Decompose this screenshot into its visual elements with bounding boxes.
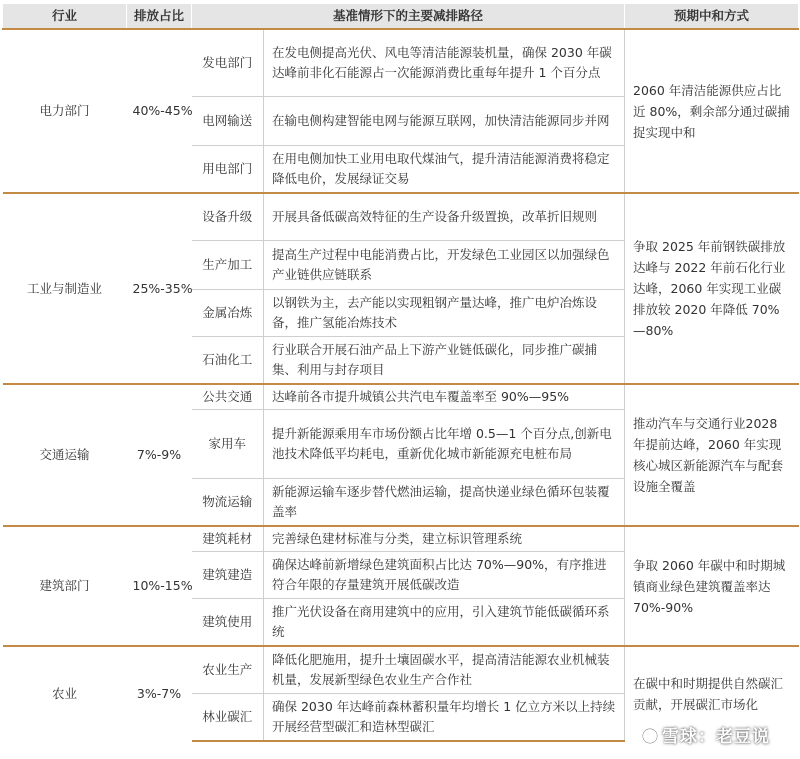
reduction-path: 在用电侧加快工业用电取代煤油气，提升清洁能源消费将稳定降低电价，发展绿证交易 xyxy=(264,146,625,194)
table-row xyxy=(3,646,799,694)
sector-share: 25%-35% xyxy=(127,193,192,384)
watermark-text: 雪球：老豆说 xyxy=(662,727,770,747)
subsector: 金属冶炼 xyxy=(192,290,264,337)
sector-share: 7%-9% xyxy=(127,384,192,526)
reduction-path: 提升新能源乘用车市场份额占比年增 0.5—1 个百分点,创新电池技术降低平均耗电，重新优化城市新能源充电桩布局 xyxy=(264,410,625,479)
reduction-path: 在输电侧构建智能电网与能源互联网，加快清洁能源同步并网 xyxy=(264,97,625,146)
subsector: 物流运输 xyxy=(192,479,264,527)
reduction-path: 完善绿色建材标准与分类，建立标识管理系统 xyxy=(264,526,625,552)
reduction-path: 在发电侧提高光伏、风电等清洁能源装机量，确保 2030 年碳达峰前非化石能源占一次能源消费比重每年提升 1 个百分点 xyxy=(264,29,625,97)
emission-table xyxy=(2,4,799,742)
neutral-method: 2060 年清洁能源供应占比近 80%，剩余部分通过碳捕捉实现中和 xyxy=(625,29,799,193)
reduction-path: 提高生产过程中电能消费占比，开发绿色工业园区以加强绿色产业链供应链联系 xyxy=(264,241,625,290)
sector-share: 3%-7% xyxy=(127,646,192,741)
header-share: 排放占比 xyxy=(127,4,192,29)
table-header xyxy=(3,4,799,29)
header-path: 基准情形下的主要减排路径 xyxy=(192,4,625,29)
subsector: 农业生产 xyxy=(192,646,264,694)
reduction-path: 新能源运输车逐步替代燃油运输，提高快递业绿色循环包装覆盖率 xyxy=(264,479,625,527)
reduction-path: 开展具备低碳高效特征的生产设备升级置换，改革折旧规则 xyxy=(264,193,625,241)
table-row xyxy=(3,384,799,410)
table-row xyxy=(3,526,799,552)
neutral-method: 争取 2060 年碳中和时期城镇商业绿色建筑覆盖率达 70%-90% xyxy=(625,526,799,646)
subsector: 电网输送 xyxy=(192,97,264,146)
sector-name: 工业与制造业 xyxy=(3,193,127,384)
subsector: 建筑使用 xyxy=(192,599,264,647)
subsector: 设备升级 xyxy=(192,193,264,241)
neutral-method: 在碳中和时期提供自然碳汇贡献，开展碳汇市场化 xyxy=(625,646,799,741)
neutral-method: 推动汽车与交通行业2028 年提前达峰，2060 年实现核心城区新能源汽车与配套设施全覆盖 xyxy=(625,384,799,526)
reduction-path: 达峰前各市提升城镇公共汽电车覆盖率至 90%—95% xyxy=(264,384,625,410)
subsector: 林业碳汇 xyxy=(192,694,264,742)
subsector: 家用车 xyxy=(192,410,264,479)
sector-name: 电力部门 xyxy=(3,29,127,193)
reduction-path: 行业联合开展石油产品上下游产业链低碳化，同步推广碳捕集、利用与封存项目 xyxy=(264,337,625,385)
watermark xyxy=(641,722,770,747)
subsector: 用电部门 xyxy=(192,146,264,194)
subsector: 发电部门 xyxy=(192,29,264,97)
reduction-path: 推广光伏设备在商用建筑中的应用，引入建筑节能低碳循环系统 xyxy=(264,599,625,647)
header-method: 预期中和方式 xyxy=(625,4,799,29)
subsector: 石油化工 xyxy=(192,337,264,385)
subsector: 建筑耗材 xyxy=(192,526,264,552)
subsector: 建筑建造 xyxy=(192,552,264,599)
sector-name: 建筑部门 xyxy=(3,526,127,646)
table-row xyxy=(3,193,799,241)
subsector: 生产加工 xyxy=(192,241,264,290)
snowball-logo-icon xyxy=(641,727,659,745)
sector-name: 交通运输 xyxy=(3,384,127,526)
reduction-path: 以钢铁为主，去产能以实现粗钢产量达峰，推广电炉冶炼设备，推广氢能冶炼技术 xyxy=(264,290,625,337)
reduction-path: 确保达峰前新增绿色建筑面积占比达 70%—90%，有序推进符合年限的存量建筑开展低碳改造 xyxy=(264,552,625,599)
sector-share: 10%-15% xyxy=(127,526,192,646)
neutral-method: 争取 2025 年前钢铁碳排放达峰与 2022 年前石化行业达峰，2060 年实现工业碳排放较 2020 年降低 70%—80% xyxy=(625,193,799,384)
reduction-path: 降低化肥施用，提升土壤固碳水平，提高清洁能源农业机械装机量，发展新型绿色农业生产合作社 xyxy=(264,646,625,694)
table-row xyxy=(3,29,799,97)
sector-share: 40%-45% xyxy=(127,29,192,193)
subsector: 公共交通 xyxy=(192,384,264,410)
reduction-path: 确保 2030 年达峰前森林蓄积量年均增长 1 亿立方米以上持续开展经营型碳汇和造林型碳汇 xyxy=(264,694,625,742)
sector-name: 农业 xyxy=(3,646,127,741)
header-industry: 行业 xyxy=(3,4,127,29)
